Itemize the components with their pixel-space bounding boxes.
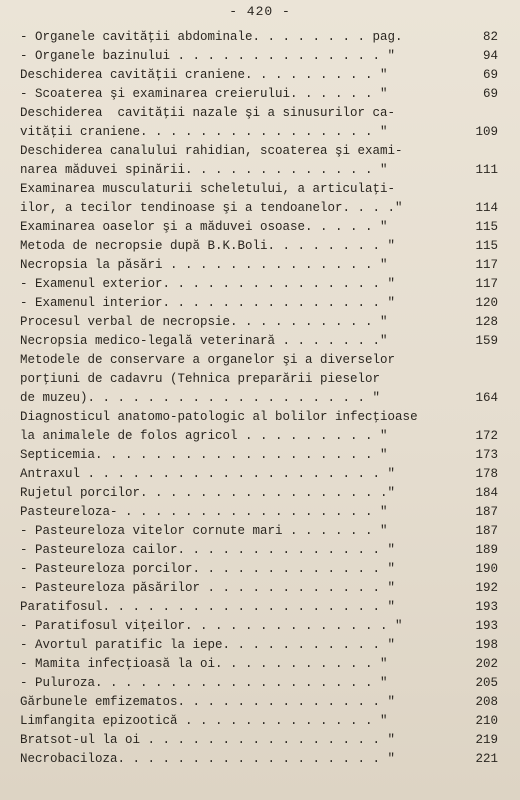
toc-entry-line: Examinarea oaselor şi a măduvei osoase. . . . . " xyxy=(20,220,388,234)
toc-entry-line: Metoda de necropsie după B.K.Boli. . . . . . . . " xyxy=(20,239,396,253)
toc-entry-row xyxy=(20,218,498,237)
toc-entry-line: Procesul verbal de necropsie. . . . . . . . . . " xyxy=(20,315,388,329)
toc-entry xyxy=(20,636,498,655)
toc-entry-row xyxy=(20,332,498,351)
toc-entry-line: Necropsia la păsări . . . . . . . . . . . . . . " xyxy=(20,258,388,272)
toc-page-number: 109 xyxy=(475,125,498,139)
toc-entry-line: Pasteureloza- . . . . . . . . . . . . . . . . . " xyxy=(20,505,388,519)
toc-entry-line: Deschiderea cavităţii craniene. . . . . . . . . " xyxy=(20,68,388,82)
toc-entry-line: Paratifosul. . . . . . . . . . . . . . . . . . . " xyxy=(20,600,396,614)
toc-page-number: 69 xyxy=(482,87,498,101)
toc-entry-line: Metodele de conservare a organelor şi a diverselor xyxy=(20,353,396,367)
toc-entry-row xyxy=(20,123,498,142)
toc-entry-line: Deschiderea canalului rahidian, scoaterea şi exami- xyxy=(20,144,403,158)
toc-entry-line: ilor, a tecilor tendinoase şi a tendoanelor. . . ." xyxy=(20,201,403,215)
toc-entry xyxy=(20,47,498,66)
toc-entry-row xyxy=(20,617,498,636)
toc-page-number: 210 xyxy=(475,714,498,728)
toc-entry-line: Antraxul . . . . . . . . . . . . . . . . . . . . " xyxy=(20,467,396,481)
toc-entry xyxy=(20,85,498,104)
toc-entry xyxy=(20,579,498,598)
toc-entry xyxy=(20,484,498,503)
toc-page-number: 120 xyxy=(475,296,498,310)
toc-entry xyxy=(20,275,498,294)
toc-entry xyxy=(20,28,498,47)
toc-page-number: 184 xyxy=(475,486,498,500)
toc-entry-row xyxy=(20,541,498,560)
toc-entry xyxy=(20,351,498,408)
toc-entry-row xyxy=(20,237,498,256)
toc-entry xyxy=(20,313,498,332)
toc-entry-line: - Avortul paratific la iepe. . . . . . . . . . . " xyxy=(20,638,396,652)
toc-entry-line: la animalele de folos agricol . . . . . . . . . " xyxy=(20,429,388,443)
toc-entry xyxy=(20,522,498,541)
table-of-contents xyxy=(20,28,498,769)
toc-page-number: 193 xyxy=(475,619,498,633)
toc-entry-line: Diagnosticul anatomo-patologic al bolilor infecţioase xyxy=(20,410,418,424)
toc-entry-row xyxy=(20,693,498,712)
toc-entry xyxy=(20,465,498,484)
toc-page-number: 190 xyxy=(475,562,498,576)
toc-entry xyxy=(20,674,498,693)
toc-entry-line: - Paratifosul viţeilor. . . . . . . . . . . . . . " xyxy=(20,619,403,633)
toc-entry-row xyxy=(20,465,498,484)
toc-page-number: 164 xyxy=(475,391,498,405)
toc-entry xyxy=(20,541,498,560)
toc-entry-row xyxy=(20,427,498,446)
toc-entry xyxy=(20,332,498,351)
toc-page-number: 173 xyxy=(475,448,498,462)
toc-entry-row xyxy=(20,256,498,275)
toc-entry-line: - Mamita infecţioasă la oi. . . . . . . . . . . " xyxy=(20,657,388,671)
toc-entry-row xyxy=(20,275,498,294)
toc-page-number: 69 xyxy=(482,68,498,82)
toc-entry-line: vităţii craniene. . . . . . . . . . . . . . . . " xyxy=(20,125,388,139)
toc-entry-line: Necropsia medico-legală veterinară . . . . . . ." xyxy=(20,334,388,348)
toc-entry-line: - Organele bazinului . . . . . . . . . . . . . . " xyxy=(20,49,396,63)
toc-entry xyxy=(20,256,498,275)
toc-entry-row xyxy=(20,47,498,66)
toc-entry xyxy=(20,503,498,522)
toc-entry-line: - Pasteureloza păsărilor . . . . . . . . . . . . " xyxy=(20,581,396,595)
toc-entry-row xyxy=(20,389,498,408)
toc-entry xyxy=(20,294,498,313)
toc-page-number: 117 xyxy=(475,258,498,272)
toc-entry-line: Bratsot-ul la oi . . . . . . . . . . . . . . . . " xyxy=(20,733,396,747)
toc-page-number: 111 xyxy=(475,163,498,177)
toc-entry-row xyxy=(20,85,498,104)
toc-page-number: 219 xyxy=(475,733,498,747)
toc-entry-row xyxy=(20,522,498,541)
toc-entry xyxy=(20,750,498,769)
toc-entry-line: - Pasteureloza vitelor cornute mari . . . . . . " xyxy=(20,524,388,538)
toc-entry-row xyxy=(20,731,498,750)
toc-entry-line: Examinarea musculaturii scheletului, a articulaţi- xyxy=(20,182,396,196)
toc-page-number: 115 xyxy=(475,239,498,253)
toc-entry-row xyxy=(20,560,498,579)
toc-page-number: 208 xyxy=(475,695,498,709)
toc-entry-line: - Organele cavităţii abdominale. . . . . . . . pag. xyxy=(20,30,403,44)
toc-entry-line: Septicemia. . . . . . . . . . . . . . . . . . . " xyxy=(20,448,388,462)
toc-entry-row xyxy=(20,28,498,47)
toc-entry xyxy=(20,180,498,218)
toc-entry xyxy=(20,693,498,712)
toc-entry xyxy=(20,655,498,674)
toc-entry-line: - Scoaterea şi examinarea creierului. . . . . . " xyxy=(20,87,388,101)
toc-entry-line: porţiuni de cadavru (Tehnica preparării pieselor xyxy=(20,372,381,386)
toc-entry-row xyxy=(20,636,498,655)
toc-entry-line: narea măduvei spinării. . . . . . . . . . . . . " xyxy=(20,163,388,177)
toc-entry xyxy=(20,560,498,579)
toc-entry-line: - Pasteureloza porcilor. . . . . . . . . . . . . " xyxy=(20,562,396,576)
toc-entry-row xyxy=(20,655,498,674)
toc-entry xyxy=(20,598,498,617)
toc-page-number: 205 xyxy=(475,676,498,690)
toc-entry xyxy=(20,408,498,446)
toc-page-number: 172 xyxy=(475,429,498,443)
toc-page-number: 94 xyxy=(482,49,498,63)
toc-page-number: 82 xyxy=(482,30,498,44)
toc-page-number: 117 xyxy=(475,277,498,291)
toc-entry-row xyxy=(20,66,498,85)
toc-page-number: 192 xyxy=(475,581,498,595)
toc-entry-row xyxy=(20,712,498,731)
toc-entry-line: de muzeu). . . . . . . . . . . . . . . . . . . " xyxy=(20,391,381,405)
toc-entry-line: - Puluroza. . . . . . . . . . . . . . . . . . . " xyxy=(20,676,388,690)
toc-entry-row xyxy=(20,446,498,465)
toc-entry-line: Necrobaciloza. . . . . . . . . . . . . . . . . . " xyxy=(20,752,396,766)
toc-page-number: 202 xyxy=(475,657,498,671)
toc-entry-row xyxy=(20,598,498,617)
toc-entry xyxy=(20,104,498,142)
toc-entry xyxy=(20,237,498,256)
toc-page-number: 178 xyxy=(475,467,498,481)
toc-entry-row xyxy=(20,750,498,769)
toc-page-number: 187 xyxy=(475,505,498,519)
toc-entry xyxy=(20,446,498,465)
toc-page-number: 128 xyxy=(475,315,498,329)
toc-entry-row xyxy=(20,484,498,503)
toc-entry-line: - Examenul exterior. . . . . . . . . . . . . . . " xyxy=(20,277,396,291)
toc-entry-line: Gărbunele emfizematos. . . . . . . . . . . . . . " xyxy=(20,695,396,709)
toc-entry-row xyxy=(20,674,498,693)
toc-page-number: 189 xyxy=(475,543,498,557)
toc-entry-row xyxy=(20,503,498,522)
toc-entry xyxy=(20,218,498,237)
toc-entry-row xyxy=(20,579,498,598)
toc-entry xyxy=(20,712,498,731)
toc-page-number: 198 xyxy=(475,638,498,652)
toc-page-number: 159 xyxy=(475,334,498,348)
toc-entry xyxy=(20,66,498,85)
toc-page-number: 221 xyxy=(475,752,498,766)
toc-entry xyxy=(20,731,498,750)
toc-entry-row xyxy=(20,161,498,180)
toc-page-number: 115 xyxy=(475,220,498,234)
toc-entry-row xyxy=(20,294,498,313)
toc-entry-line: - Examenul interior. . . . . . . . . . . . . . . " xyxy=(20,296,396,310)
toc-page-number: 187 xyxy=(475,524,498,538)
toc-page-number: 193 xyxy=(475,600,498,614)
toc-entry-line: Rujetul porcilor. . . . . . . . . . . . . . . . ." xyxy=(20,486,396,500)
toc-entry xyxy=(20,142,498,180)
toc-entry-line: - Pasteureloza cailor. . . . . . . . . . . . . . " xyxy=(20,543,396,557)
toc-entry-line: Limfangita epizootică . . . . . . . . . . . . . " xyxy=(20,714,388,728)
page-number: - 420 - xyxy=(229,4,291,19)
toc-page-number: 114 xyxy=(475,201,498,215)
toc-entry-line: Deschiderea cavităţii nazale şi a sinusurilor ca- xyxy=(20,106,396,120)
toc-entry-row xyxy=(20,199,498,218)
toc-entry xyxy=(20,617,498,636)
toc-entry-row xyxy=(20,313,498,332)
